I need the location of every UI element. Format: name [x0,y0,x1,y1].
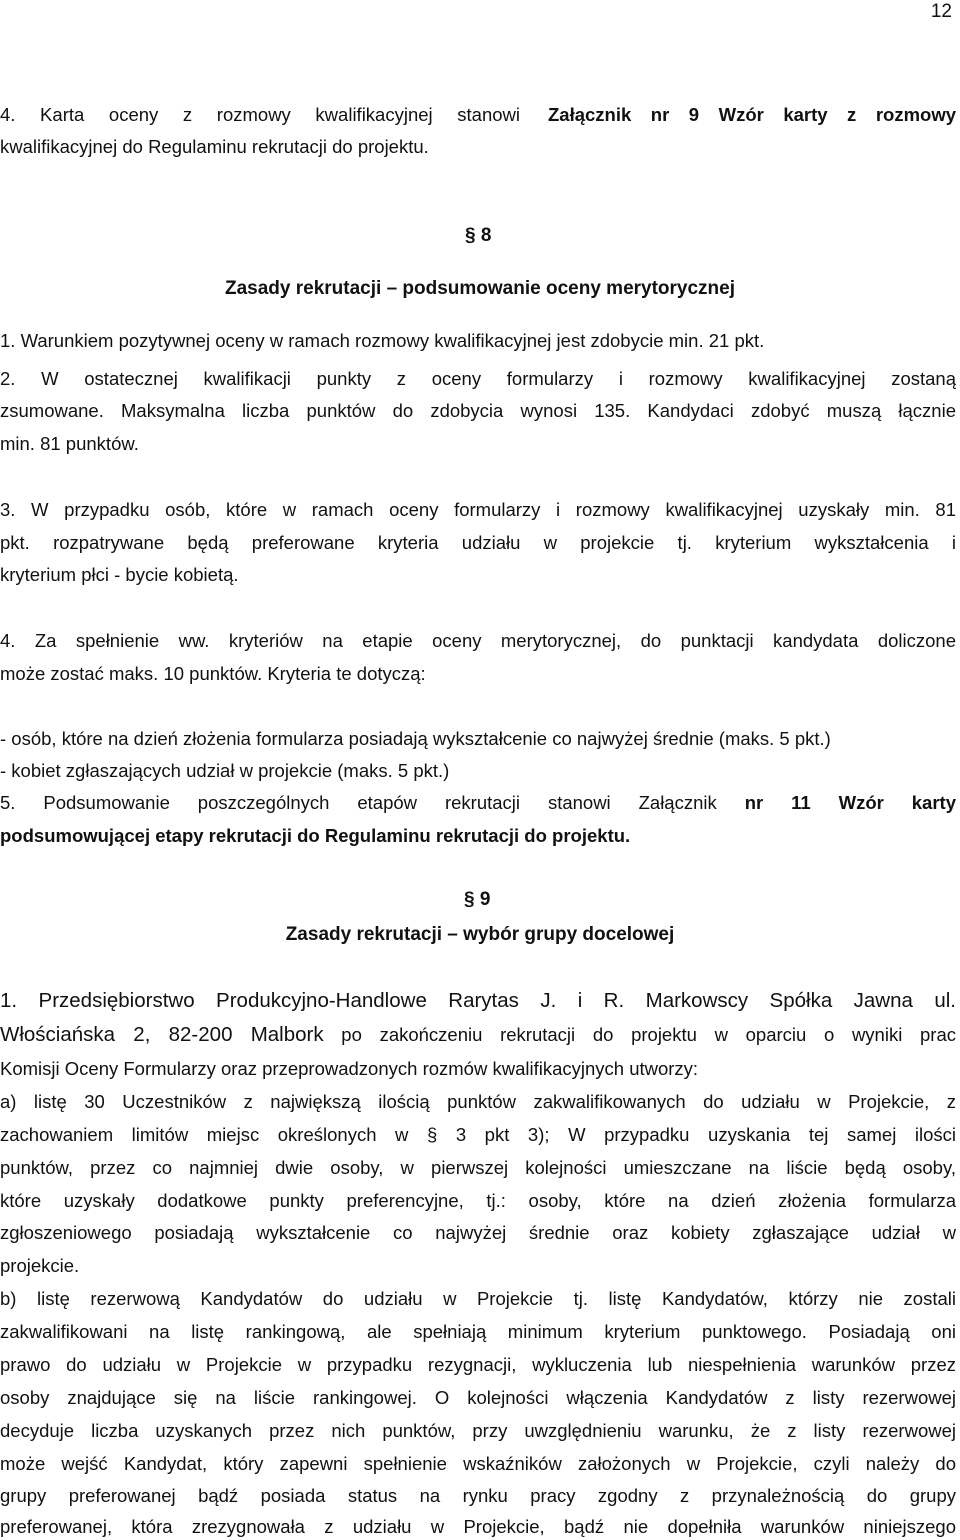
s9-list-b-line-7: grupy preferowanej bądź posiada status na rynku pracy zgodny z przynależnością do grupy [0,1485,956,1506]
s8-item-5-line-2: podsumowującej etapy rekrutacji do Regulaminu rekrutacji do projektu. [0,825,631,846]
s9-item-1-line-1: 1. Przedsiębiorstwo Produkcyjno-Handlowe Rarytas J. i R. Markowscy Spółka Jawna ul. [0,989,956,1012]
s8-item-4-line-2: może zostać maks. 10 punktów. Kryteria te dotyczą: [0,663,426,684]
header-right-line-1: Załącznik nr 9 Wzór karty z rozmowy [548,104,956,125]
s8-item-3-line-2: pkt. rozpatrywane będą preferowane kryteria udziału w projekcie tj. kryterium wykształcenia i [0,532,956,553]
section-9-title: Zasady rekrutacji – wybór grupy docelowej [285,924,675,945]
s9-list-a-line-2: zachowaniem limitów miejsc określonych w § 3 pkt 3); W przypadku uzyskania tej samej ilości [0,1124,956,1145]
s8-item-1: 1. Warunkiem pozytywnej oceny w ramach rozmowy kwalifikacyjnej jest zdobycie min. 21 pkt. [0,330,765,351]
s9-list-b-line-5: decyduje liczba uzyskanych przez nich punktów, przy uwzględnieniu warunku, że z listy rezerwowej [0,1420,956,1441]
s8-item-4-line-1: 4. Za spełnienie ww. kryteriów na etapie oceny merytorycznej, do punktacji kandydata doliczone [0,630,956,651]
s9-list-b-line-6: może wejść Kandydat, który zapewni spełnienie wskaźników założonych w Projekcie, czyli należy do [0,1453,956,1474]
s8-item-5-bold: nr 11 Wzór karty [744,792,956,813]
s8-item-2-line-3: min. 81 punktów. [0,433,139,454]
s9-list-b-line-3: prawo do udziału w Projekcie w przypadku rezygnacji, wykluczenia lub niespełnienia warunków przez [0,1354,956,1375]
page-number: 12 [930,1,952,22]
s9-list-a-line-6: projekcie. [0,1255,80,1276]
s9-list-a-line-5: zgłoszeniowego posiadają wykształcenie co najwyżej średnie oraz kobiety zgłaszające udział w [0,1222,956,1243]
section-8-sign: § 8 [465,225,492,246]
s9-list-a-line-3: punktów, przez co najmniej dwie osoby, w pierwszej kolejności umieszczane na liście będą osoby, [0,1157,956,1178]
s9-item-1-line-2 [0,1022,956,1048]
s8-item-2-line-1: 2. W ostatecznej kwalifikacji punkty z oceny formularzy i rozmowy kwalifikacyjnej zostaną [0,368,956,389]
s8-item-2-line-2: zsumowane. Maksymalna liczba punktów do zdobycia wynosi 135. Kandydaci zdobyć muszą łącznie [0,400,956,421]
s8-item-5-line-1 [0,790,956,816]
s9-list-a-line-1: a) listę 30 Uczestników z największą ilością punktów zakwalifikowanych do udziału w Projekcie, z [0,1091,956,1112]
section-8-title: Zasady rekrutacji – podsumowanie oceny merytorycznej [224,278,736,299]
s8-criterion-women: - kobiet zgłaszających udział w projekcie (maks. 5 pkt.) [0,760,450,781]
s9-list-b-line-4: osoby znajdujące się na liście rankingowej. O kolejności włączenia Kandydatów z listy rezerwowej [0,1387,956,1408]
s9-list-b-line-8: preferowanej, która zrezygnowała z udziału w Projekcie, bądź nie dopełniła warunków niniejszego [0,1516,956,1537]
s8-item-5-regular: 5. Podsumowanie poszczególnych etapów rekrutacji stanowi Załącznik [0,792,717,813]
s9-line-3: Komisji Oceny Formularzy oraz przeprowadzonych rozmów kwalifikacyjnych utworzy: [0,1058,699,1079]
s9-address: Włościańska 2, 82-200 Malbork [0,1023,324,1046]
s9-list-b-line-2: zakwalifikowani na listę rankingową, ale spełniają minimum kryterium punktowego. Posiadają oni [0,1321,956,1342]
s8-item-3-line-1: 3. W przypadku osób, które w ramach oceny formularzy i rozmowy kwalifikacyjnej uzyskały min. 81 [0,499,956,520]
header-left-line-2: kwalifikacyjnej do Regulaminu rekrutacji do projektu. [0,136,429,157]
s9-line-2-rest: po zakończeniu rekrutacji do projektu w oparciu o wyniki prac [323,1024,956,1045]
s8-item-3-line-3: kryterium płci - bycie kobietą. [0,564,239,585]
section-9-sign: § 9 [464,889,491,910]
s9-list-b-line-1: b) listę rezerwową Kandydatów do udziału w Projekcie tj. listę Kandydatów, którzy nie zostali [0,1288,956,1309]
s9-list-a-line-4: które uzyskały dodatkowe punkty preferencyjne, tj.: osoby, które na dzień złożenia formularza [0,1190,956,1211]
s8-criterion-education: - osób, które na dzień złożenia formularza posiadają wykształcenie co najwyżej średnie (maks. 5 pkt.) [0,728,831,749]
header-left-line-1: 4. Karta oceny z rozmowy kwalifikacyjnej stanowi [0,104,520,125]
